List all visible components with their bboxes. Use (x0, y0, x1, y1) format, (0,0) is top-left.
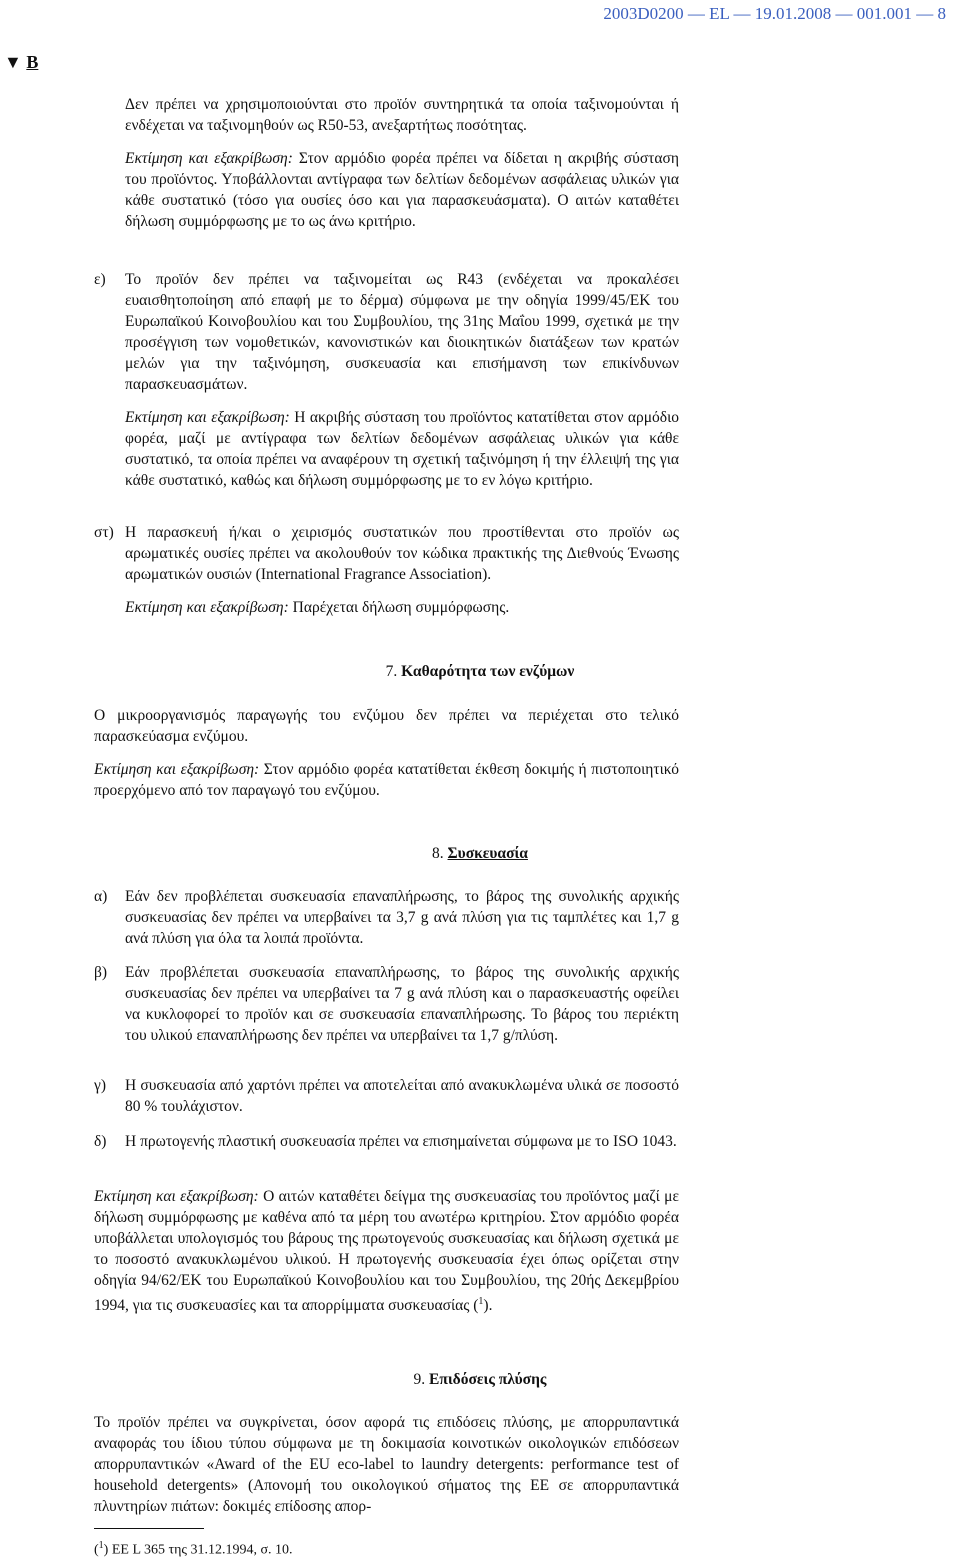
list-item-b (94, 962, 679, 1046)
section-7-heading (0, 663, 960, 681)
footnote: ($^1$) ΕΕ L 365 της 31.12.1994, σ. 10. (94, 1540, 293, 1558)
intro-paragraph: Δεν πρέπει να χρησιμοποιούνται στο προϊόν συντηρητικά τα οποία ταξινομούνται ή ενδέχεται να ταξινομηθούν ως R50-53, ανεξαρτήτως ποσότητας. (125, 96, 679, 134)
item-label: β) (94, 964, 108, 981)
assessment-text: Στον αρμόδιο φορέα κατατίθεται έκθεση δοκιμής ή πιστοποιητικό προερχόμενο από τον παραγωγό του ενζύμου. (94, 761, 679, 799)
section-number: 9. (413, 1371, 426, 1388)
section-number: 8. (432, 845, 444, 862)
item-paragraph: Εάν προβλέπεται συσκευασία επαναπλήρωσης, το βάρος της συνολικής αρχικής συσκευασίας δεν πρέπει να υπερβαίνει τα 7 g ανά πλύση και ο παρασκευαστής οφείλει να κυκλοφορεί το προϊόν και σε συσκευασία επαναπλήρωσης. Το βάρος του περιέκτη του υλικού επαναπλήρωσης δεν πρέπει να υπερβαίνει τα 1,7 g/πλύση. (125, 964, 679, 1044)
list-item-st (94, 522, 679, 618)
section-assessment (94, 759, 679, 801)
assessment-text: Στον αρμόδιο φορέα πρέπει να δίδεται η ακριβής σύσταση του προϊόντος. Υποβάλλονται αντίγραφα των δελτίων δεδομένων ασφάλειας υλικών για κάθε συστατικό (τόσο για ουσίες όσο και για παρασκευάσματα). Ο αιτών καταθέτει δήλωση συμμόρφωσης με το ως άνω κριτήριο. (125, 150, 679, 230)
assessment-label: Εκτίμηση και εξακρίβωση: (94, 1188, 259, 1205)
assessment-text: Ο αιτών καταθέτει δείγμα της συσκευασίας του προϊόντος μαζί με δήλωση συμμόρφωσης με καθένα από τα μέρη του ανωτέρω κριτηρίου. Στον αρμόδιο φορέα υποβάλλεται υπολογισμός του βάρους της πρωτογενούς συσκευασίας και δήλωση σχετικά με το ποσοστό ανακυκλωμένου υλικού. Η πρωτογενής συσκευασία έχει όπως ορίζεται στην οδηγία 94/62/ΕΚ του Ευρωπαϊκού Κοινοβουλίου και του Συμβουλίου, της 20ής Δεκεμβρίου 1994, για τις συσκευασίες και τα απορρίμματα συσκευασίας ( (94, 1188, 679, 1315)
section-paragraph: Το προϊόν πρέπει να συγκρίνεται, όσον αφορά τις επιδόσεις πλύσης, με απορρυπαντικά αναφοράς του ίδιου τύπου σύμφωνα με τη δοκιμασία κοινοτικών οικολογικών επιδόσεων απορρυπαντικών «Award of the EU eco-label to laundry detergents: performance test of household detergents» (Απονομή του οικολογικού σήματος της ΕΕ σε απορρυπαντικά πλυντηρίων πιάτων: δοκιμές επίδοσης απορ- (94, 1414, 679, 1515)
assessment-text: Η ακριβής σύσταση του προϊόντος κατατίθεται στον αρμόδιο φορέα, μαζί με αντίγραφα των δελτίων δεδομένων ασφάλειας υλικών για κάθε συστατικό, τα οποία πρέπει να αναφέρουν τη σχετική ταξινόμηση ή την έλλειψή της για κάθε συστατικό, καθώς και δήλωση συμμόρφωσης με το εν λόγω κριτήριο. (125, 409, 680, 489)
item-paragraph: Η πρωτογενής πλαστική συσκευασία πρέπει να επισημαίνεται σύμφωνα με το ISO 1043. (125, 1133, 677, 1150)
assessment-label: Εκτίμηση και εξακρίβωση: (94, 761, 260, 778)
footnote-text: ΕΕ L 365 της 31.12.1994, σ. 10. (108, 1542, 293, 1558)
section-8-assessment-block (94, 1186, 679, 1316)
assessment-text-end: ). (483, 1297, 493, 1315)
item-label: στ) (94, 524, 114, 541)
section-assessment (94, 1186, 679, 1316)
list-item-d (94, 1131, 679, 1152)
section-paragraph: Ο μικροοργανισμός παραγωγής του ενζύμου δεν πρέπει να περιέχεται στο τελικό παρασκεύασμα ενζύμου. (94, 707, 679, 745)
document-header: 2003D0200 — EL — 19.01.2008 — 001.001 — 8 (603, 4, 946, 23)
item-label: α) (94, 888, 108, 905)
item-label: ε) (94, 271, 106, 288)
section-8-heading (0, 845, 960, 863)
item-paragraph: Η παρασκευή ή/και ο χειρισμός συστατικών που προστίθενται στο προϊόν ως αρωματικές ουσίες πρέπει να ακολουθούν τον κώδικα πρακτικής της Διεθνούς Ένωσης αρωματικών ουσιών (International Fragrance Association). (125, 524, 679, 583)
section-7-body (94, 705, 679, 801)
intro-assessment (125, 148, 679, 232)
footnote-reference[interactable]: 1 (478, 1296, 484, 1307)
item-label: γ) (94, 1077, 107, 1094)
section-9-body (94, 1412, 679, 1517)
assessment-label: Εκτίμηση και εξακρίβωση: (125, 409, 290, 426)
item-paragraph: Η συσκευασία από χαρτόνι πρέπει να αποτελείται από ανακυκλωμένα υλικά σε ποσοστό 80 % τουλάχιστον. (125, 1077, 679, 1115)
amendment-marker (4, 52, 38, 73)
item-label: δ) (94, 1133, 107, 1150)
assessment-label: Εκτίμηση και εξακρίβωση: (125, 150, 293, 167)
triangle-down-icon: ▼ (4, 52, 22, 72)
item-assessment (125, 407, 679, 491)
list-item-c (94, 1075, 679, 1117)
section-title: Επιδόσεις πλύσης (429, 1371, 547, 1388)
item-assessment (125, 597, 679, 618)
assessment-text: Παρέχεται δήλωση συμμόρφωσης. (288, 599, 510, 616)
footnote-divider (94, 1528, 204, 1529)
marker-letter: B (26, 52, 39, 72)
section-title: Συσκευασία (447, 845, 528, 862)
section-title: Καθαρότητα των ενζύμων (401, 663, 575, 680)
item-paragraph: Το προϊόν δεν πρέπει να ταξινομείται ως R43 (ενδέχεται να προκαλέσει ευαισθητοποίηση από επαφή με το δέρμα) σύμφωνα με την οδηγία 1999/45/ΕΚ του Ευρωπαϊκού Κοινοβουλίου και του Συμβουλίου, της 31ης Μαΐου 1999, σχετικά με την προσέγγιση των νομοθετικών, κανονιστικών και διοικητικών διατάξεων των κρατών μελών για την ταξινόμηση, συσκευασία και επισήμανση των επικίνδυνων παρασκευασμάτων. (125, 271, 679, 393)
section-number: 7. (385, 663, 398, 680)
intro-block (125, 94, 679, 232)
footnote-mark: 1 (98, 1540, 104, 1551)
item-paragraph: Εάν δεν προβλέπεται συσκευασία επαναπλήρωσης, το βάρος της συνολικής αρχικής συσκευασίας δεν πρέπει να υπερβαίνει τα 3,7 g ανά πλύση για τις ταμπλέτες και 1,7 g ανά πλύση για όλα τα λοιπά προϊόντα. (125, 888, 679, 947)
assessment-label: Εκτίμηση και εξακρίβωση: (125, 599, 289, 616)
list-item-e (94, 269, 679, 491)
section-9-heading (0, 1371, 960, 1389)
list-item-a (94, 886, 679, 949)
